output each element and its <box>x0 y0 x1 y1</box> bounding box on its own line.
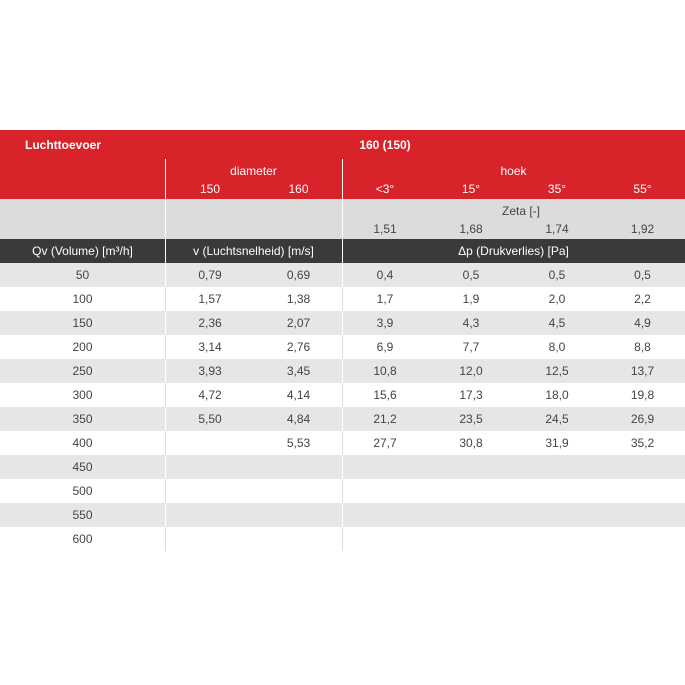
cell-v150 <box>165 431 255 455</box>
cell-dp-35: 8,0 <box>548 340 566 354</box>
hoek-col-35: 35° <box>547 182 567 196</box>
cell-dp-55: 8,8 <box>634 340 651 354</box>
table-row <box>0 335 685 359</box>
cell-dp-55: 4,9 <box>634 316 651 330</box>
cell-dp-15: 4,3 <box>462 316 480 330</box>
cell-volume: 50 <box>75 268 90 282</box>
cell-v160: 4,14 <box>286 388 311 402</box>
cell-volume: 150 <box>72 316 93 330</box>
header-velocity: v (Luchtsnelheid) [m/s] <box>193 244 314 258</box>
zeta-value: 1,92 <box>630 222 655 236</box>
cell-volume: 250 <box>72 364 93 378</box>
cell-v160: 3,45 <box>286 364 311 378</box>
cell-dp-lt3: 3,9 <box>376 316 394 330</box>
table-row <box>0 359 685 383</box>
zeta-value: 1,74 <box>545 222 569 236</box>
cell-v150: 1,57 <box>198 292 222 306</box>
hoek-col-15: 15° <box>461 182 481 196</box>
title-left: Luchttoevoer <box>25 137 102 152</box>
zeta-value: 1,51 <box>373 222 397 236</box>
cell-dp-15: 30,8 <box>459 436 483 450</box>
table-row <box>0 503 685 527</box>
header-pressure-loss: Δp (Drukverlies) [Pa] <box>458 244 569 258</box>
pressure-loss-table <box>0 130 685 551</box>
cell-dp-lt3: 15,6 <box>373 388 397 402</box>
cell-volume: 450 <box>72 460 93 474</box>
hoek-col-55: 55° <box>633 182 652 196</box>
cell-v160: 1,38 <box>286 292 311 306</box>
cell-v150: 3,14 <box>198 340 222 354</box>
cell-dp-55: 19,8 <box>630 388 655 402</box>
zeta-row <box>0 199 685 239</box>
diameter-col-160: 160 <box>288 182 309 196</box>
cell-dp-55: 26,9 <box>630 412 655 426</box>
cell-dp-lt3: 21,2 <box>373 412 397 426</box>
cell-dp-55: 35,2 <box>630 436 655 450</box>
zeta-label: Zeta [-] <box>501 204 540 218</box>
hoek-label: hoek <box>500 164 527 178</box>
cell-dp-lt3: 10,8 <box>373 364 397 378</box>
cell-volume: 600 <box>72 532 93 546</box>
cell-volume: 350 <box>72 412 93 426</box>
column-header-row <box>0 239 685 263</box>
cell-dp-55: 2,2 <box>634 292 651 306</box>
diameter-col-150: 150 <box>199 182 221 196</box>
cell-v150: 2,36 <box>198 316 222 330</box>
cell-v160: 2,76 <box>286 340 311 354</box>
cell-v160: 5,53 <box>286 436 311 450</box>
subheader-row <box>0 159 685 199</box>
cell-dp-15: 7,7 <box>462 340 480 354</box>
cell-volume: 500 <box>72 484 93 498</box>
cell-dp-35: 12,5 <box>545 364 569 378</box>
table-body <box>0 263 685 551</box>
cell-v150: 3,93 <box>198 364 222 378</box>
cell-dp-lt3: 27,7 <box>373 436 397 450</box>
table-row <box>0 311 685 335</box>
cell-volume: 550 <box>72 508 93 522</box>
hoek-col-lt3: <3° <box>375 182 395 196</box>
diameter-label: diameter <box>230 164 277 178</box>
cell-volume: 400 <box>72 436 93 450</box>
cell-dp-55: 0,5 <box>634 268 651 282</box>
table-row <box>0 383 685 407</box>
cell-dp-15: 23,5 <box>459 412 483 426</box>
table-row <box>0 263 685 287</box>
table-row <box>0 431 685 455</box>
cell-dp-55: 13,7 <box>630 364 655 378</box>
cell-dp-15: 12,0 <box>459 364 483 378</box>
title-center: 160 (150) <box>359 137 411 152</box>
cell-v150: 0,79 <box>198 268 222 282</box>
cell-dp-35: 0,5 <box>548 268 566 282</box>
cell-volume: 100 <box>72 292 93 306</box>
cell-dp-35: 2,0 <box>548 292 566 306</box>
cell-dp-15: 1,9 <box>462 292 480 306</box>
table-row <box>0 455 685 479</box>
table-row <box>0 287 685 311</box>
cell-dp-15: 0,5 <box>462 268 480 282</box>
table-row <box>0 479 685 503</box>
cell-dp-lt3: 6,9 <box>376 340 394 354</box>
cell-v160: 2,07 <box>286 316 311 330</box>
cell-volume: 300 <box>72 388 93 402</box>
cell-dp-lt3: 0,4 <box>376 268 394 282</box>
cell-dp-35: 4,5 <box>548 316 566 330</box>
cell-dp-35: 18,0 <box>545 388 569 402</box>
cell-v160: 4,84 <box>286 412 311 426</box>
header-volume: Qv (Volume) [m³/h] <box>32 244 133 258</box>
table-title-row <box>0 130 685 159</box>
cell-dp-35: 24,5 <box>545 412 569 426</box>
cell-v150: 4,72 <box>198 388 222 402</box>
table-row <box>0 407 685 431</box>
cell-v150: 5,50 <box>198 412 222 426</box>
table-row <box>0 527 685 551</box>
cell-dp-lt3: 1,7 <box>376 292 394 306</box>
zeta-value: 1,68 <box>459 222 483 236</box>
cell-v160: 0,69 <box>286 268 311 282</box>
cell-dp-15: 17,3 <box>459 388 483 402</box>
cell-dp-35: 31,9 <box>545 436 569 450</box>
cell-volume: 200 <box>72 340 93 354</box>
